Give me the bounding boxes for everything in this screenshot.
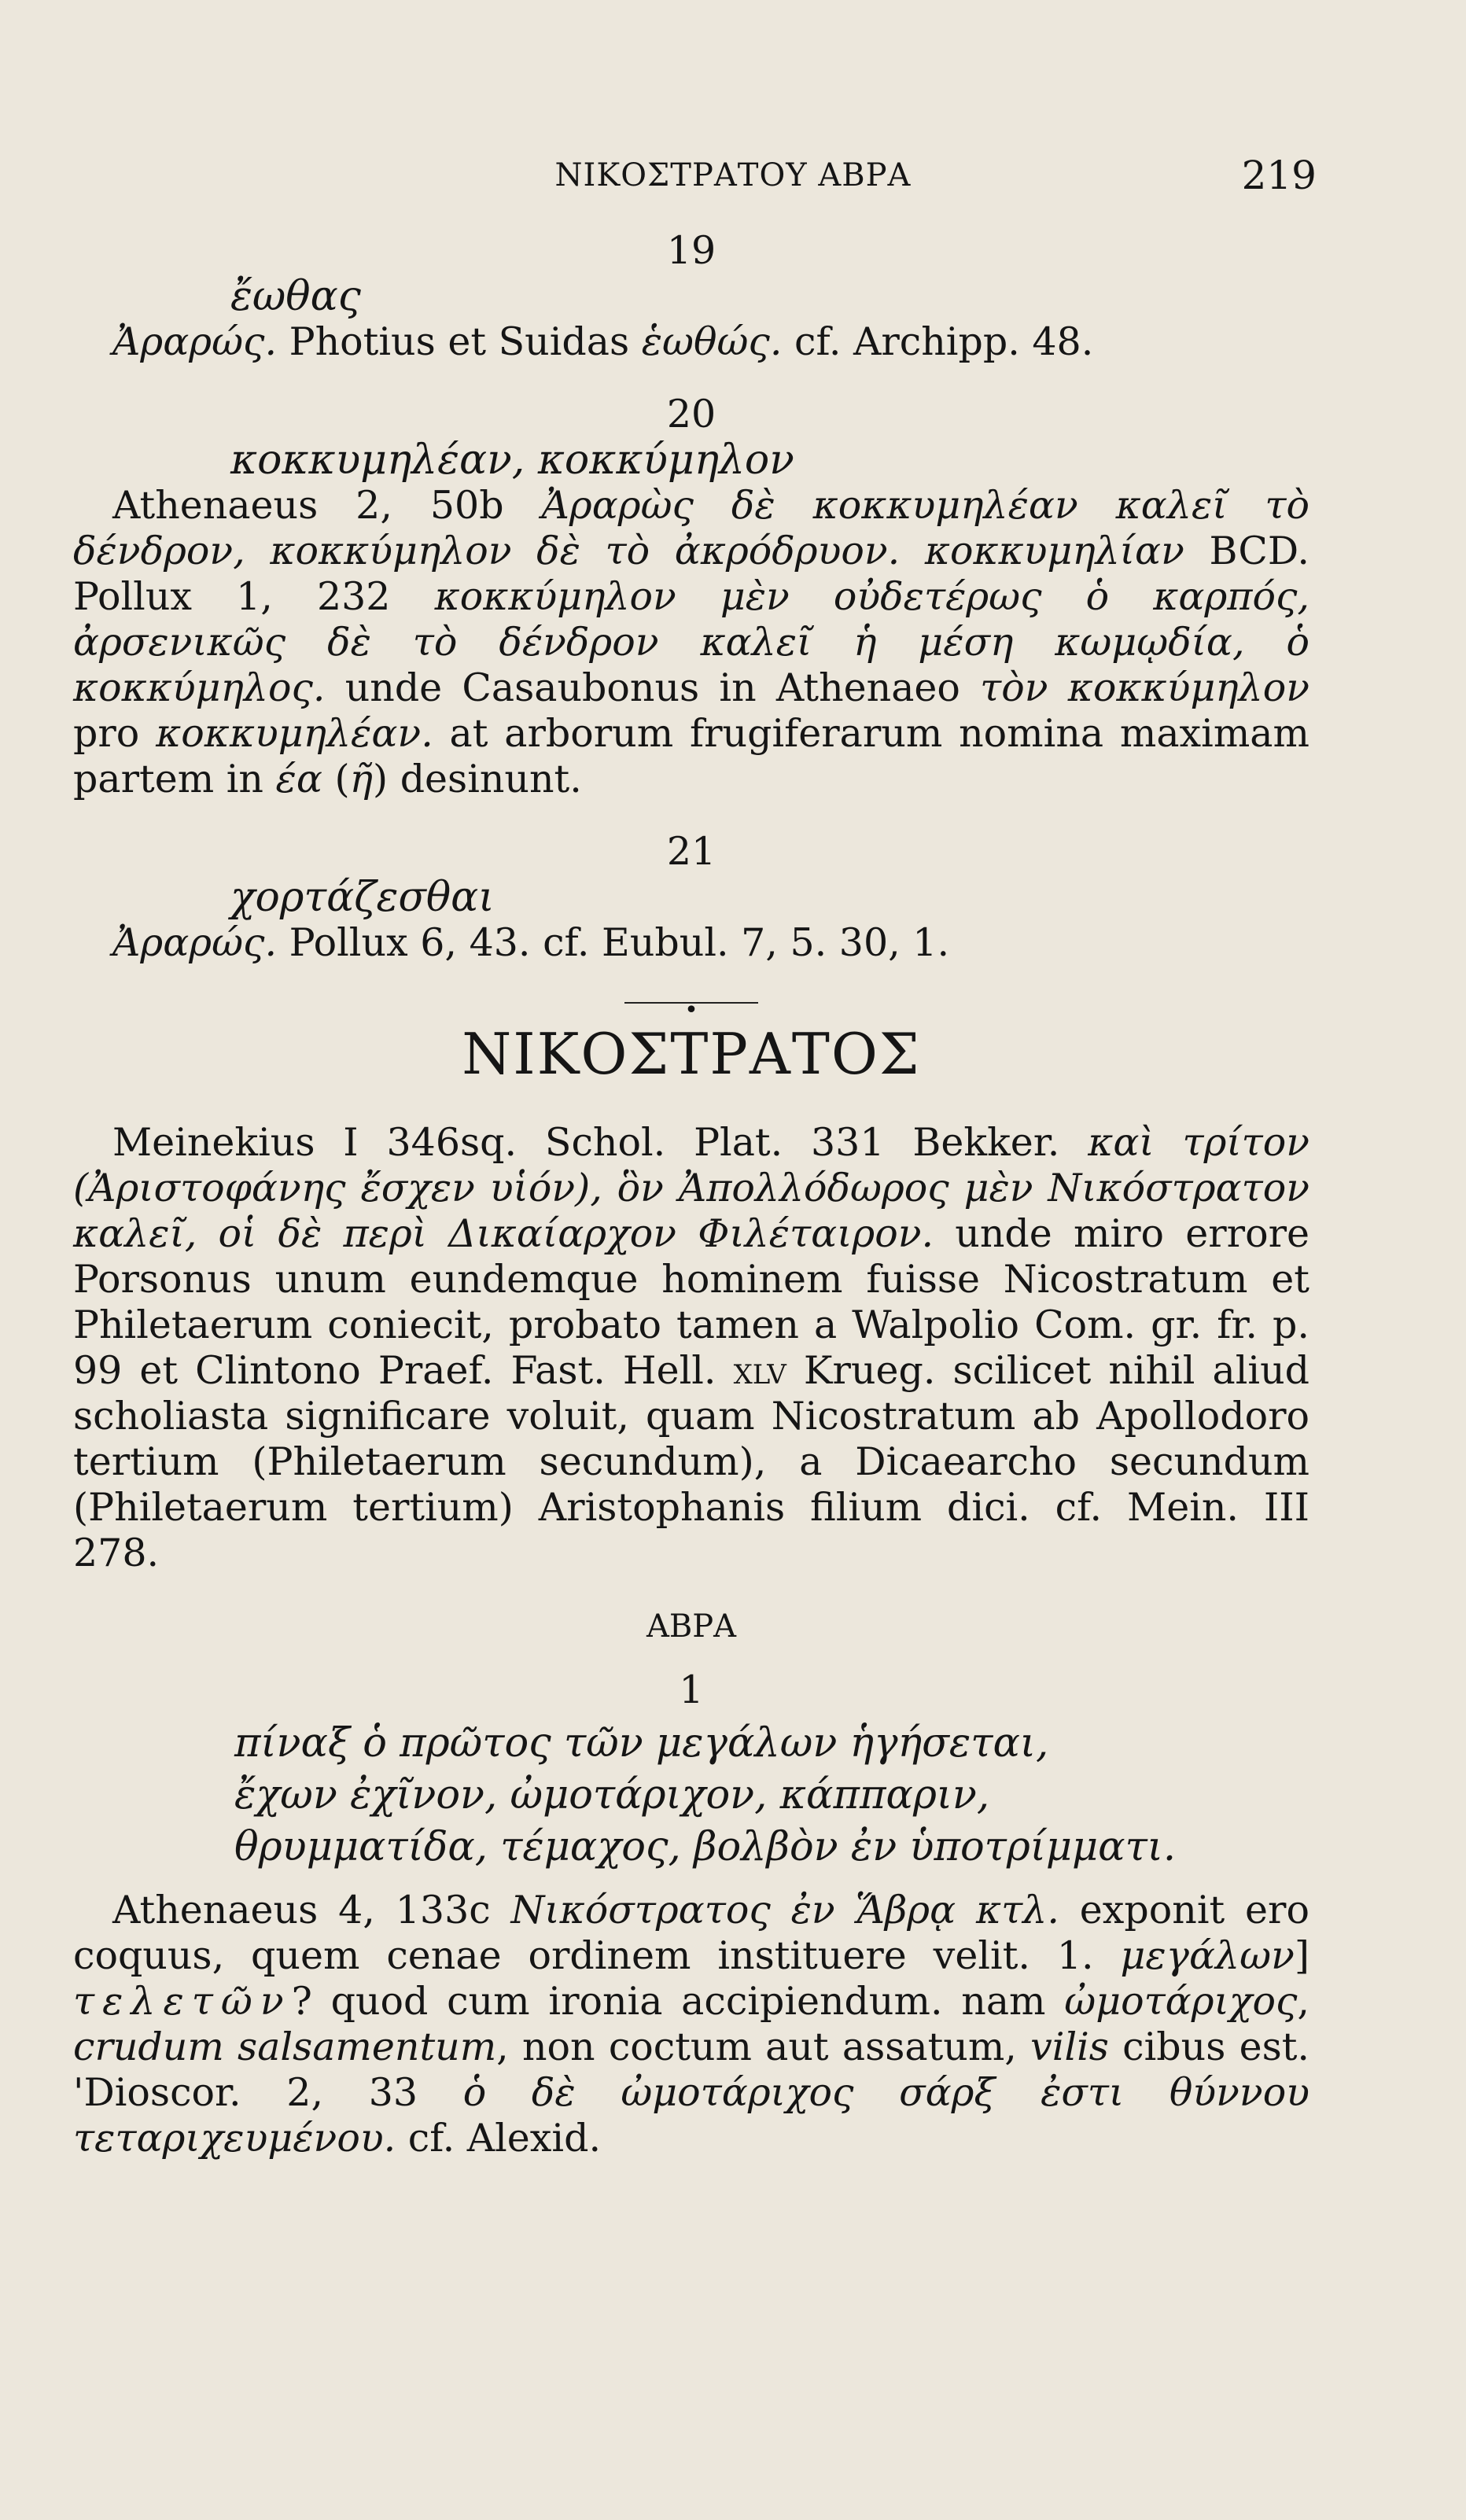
roman-numeral: xlv <box>733 1348 786 1393</box>
latin-text: ) desinunt. <box>373 757 582 801</box>
author-heading: ΝΙΚΟΣΤΡΑΤΟΣ <box>462 1021 921 1087</box>
latin-text: cf. Archipp. 48. <box>782 319 1094 364</box>
play-title: ΑΒΡΑ <box>646 1608 737 1645</box>
page-number: 219 <box>1241 153 1317 198</box>
latin-text: pro <box>73 711 157 756</box>
fragment-commentary <box>73 319 1309 365</box>
greek-text: τὸν κοκκύμηλον <box>980 665 1309 710</box>
greek-text: ὁ δὲ ὠμοτάριχος σάρξ ἐστι θύννου τεταριχευμένου. <box>73 2070 1310 2161</box>
greek-text: ὠμοτάριχος <box>1064 1979 1298 2024</box>
greek-text: κοκκύμηλον μὲν οὐδετέρως ὁ καρπός, ἀρσενικῶς δὲ τὸ δένδρον καλεῖ ἡ μέση κωμῳδία, ὁ κοκκύμηλος. <box>73 574 1310 710</box>
fragment-number: 1 <box>679 1667 704 1712</box>
fragment-lemma: κοκκυμηλέαν, κοκκύμηλον <box>230 437 794 484</box>
page-body <box>73 228 1309 2161</box>
greek-text: ἑωθώς. <box>641 319 783 364</box>
greek-text: έα <box>275 757 322 801</box>
fragment-commentary <box>73 1888 1309 2161</box>
fragment-lemma: χορτάζεσθαι <box>230 874 495 921</box>
latin-text: ] <box>1294 1933 1309 1978</box>
fragment-commentary <box>73 483 1309 802</box>
latin-text: , non coctum aut assatum, <box>496 2024 1031 2069</box>
fragment-number: 21 <box>666 829 716 874</box>
author-introduction <box>73 1120 1309 1576</box>
latin-text: unde Casaubonus in Athenaeo <box>325 665 981 710</box>
greek-text: ῆ <box>349 757 373 801</box>
latin-text: Athenaeus 4, 133c <box>112 1888 511 1932</box>
fragment-commentary <box>73 920 1309 966</box>
greek-text-spaced: τελετῶν <box>73 1979 292 2024</box>
greek-text: καὶ τρίτον (Ἀριστοφάνης ἔσχεν υἱόν), ὃν Ἀπολλόδωρος μὲν Νικόστρατον καλεῖ, οἱ δὲ περὶ Δικαίαρχον Φιλέταιρον. <box>73 1120 1309 1256</box>
latin-text: Athenaeus 2, 50b <box>112 483 542 528</box>
latin-text: Photius et Suidas <box>277 319 642 364</box>
running-header <box>0 153 1466 212</box>
divider-dot: • <box>684 997 698 1024</box>
latin-text: Pollux 6, 43. cf. Eubul. 7, 5. 30, 1. <box>277 920 950 965</box>
latin-text: ? quod cum ironia accipiendum. nam <box>291 1979 1065 2024</box>
latin-text: at arborum frugiferarum nomina maximam partem in <box>73 711 1309 801</box>
greek-text: Νικόστρατος ἐν Ἅβρᾳ κτλ. <box>510 1888 1059 1932</box>
greek-text: Ἀραρὼς δὲ κοκκυμηλέαν καλεῖ τὸ δένδρον, κοκκύμηλον δὲ τὸ ἀκρόδρυον. κοκκυμηλίαν <box>73 483 1309 573</box>
latin-text: cibus est. 'Dioscor. 2, 33 <box>73 2024 1309 2115</box>
running-title: ΝΙΚΟΣΤΡΑΤΟΥ ΑΒΡΑ <box>554 157 912 193</box>
verse-block <box>73 1718 1309 1873</box>
latin-text: ( <box>322 757 350 801</box>
verse-line: ἔχων ἐχῖνον, ὠμοτάριχον, κάππαριν, <box>234 1772 990 1818</box>
latin-text: Krueg. scilicet nihil aliud scholiasta significare voluit, quam Nicostratum ab Apollodoro tertium (Philetaerum secundum), a Dicaearcho secundum (Philetaerum tertium) Aristophanis filium dici. cf. Mein. III 278. <box>73 1348 1309 1575</box>
fragment-number: 19 <box>666 228 716 273</box>
latin-text: , <box>1297 1979 1309 2024</box>
greek-text: μεγάλων <box>1120 1933 1295 1978</box>
greek-text: Ἀραρώς. <box>112 319 278 364</box>
fragment-number: 20 <box>666 392 716 437</box>
latin-italic-text: vilis <box>1030 2024 1109 2069</box>
fragment-lemma: ἔωθας <box>230 273 361 320</box>
latin-text: BCD. Pollux 1, 232 <box>73 529 1309 619</box>
greek-text: κοκκυμηλέαν. <box>156 711 433 756</box>
greek-text: Ἀραρώς. <box>112 920 278 965</box>
latin-text: unde miro errore Porsonus unum eundemque hominem fuisse Nicostratum et Philetaerum coniecit, probato tamen a Walpolio Com. gr. fr. p. 99 et Clintono Praef. Fast. Hell. <box>73 1211 1309 1393</box>
latin-text: exponit ero coquus, quem cenae ordinem instituere velit. 1. <box>73 1888 1309 1978</box>
latin-text: cf. Alexid. <box>396 2116 602 2161</box>
verse-line: θρυμματίδα, τέμαχος, βολβὸν ἐν ὑποτρίμματι. <box>234 1824 1177 1870</box>
latin-text: Meinekius I 346sq. Schol. Plat. 331 Bekker. <box>112 1120 1088 1165</box>
latin-italic-text: crudum salsamentum <box>73 2024 497 2069</box>
verse-line: πίναξ ὁ πρῶτος τῶν μεγάλων ἡγήσεται, <box>234 1720 1049 1767</box>
